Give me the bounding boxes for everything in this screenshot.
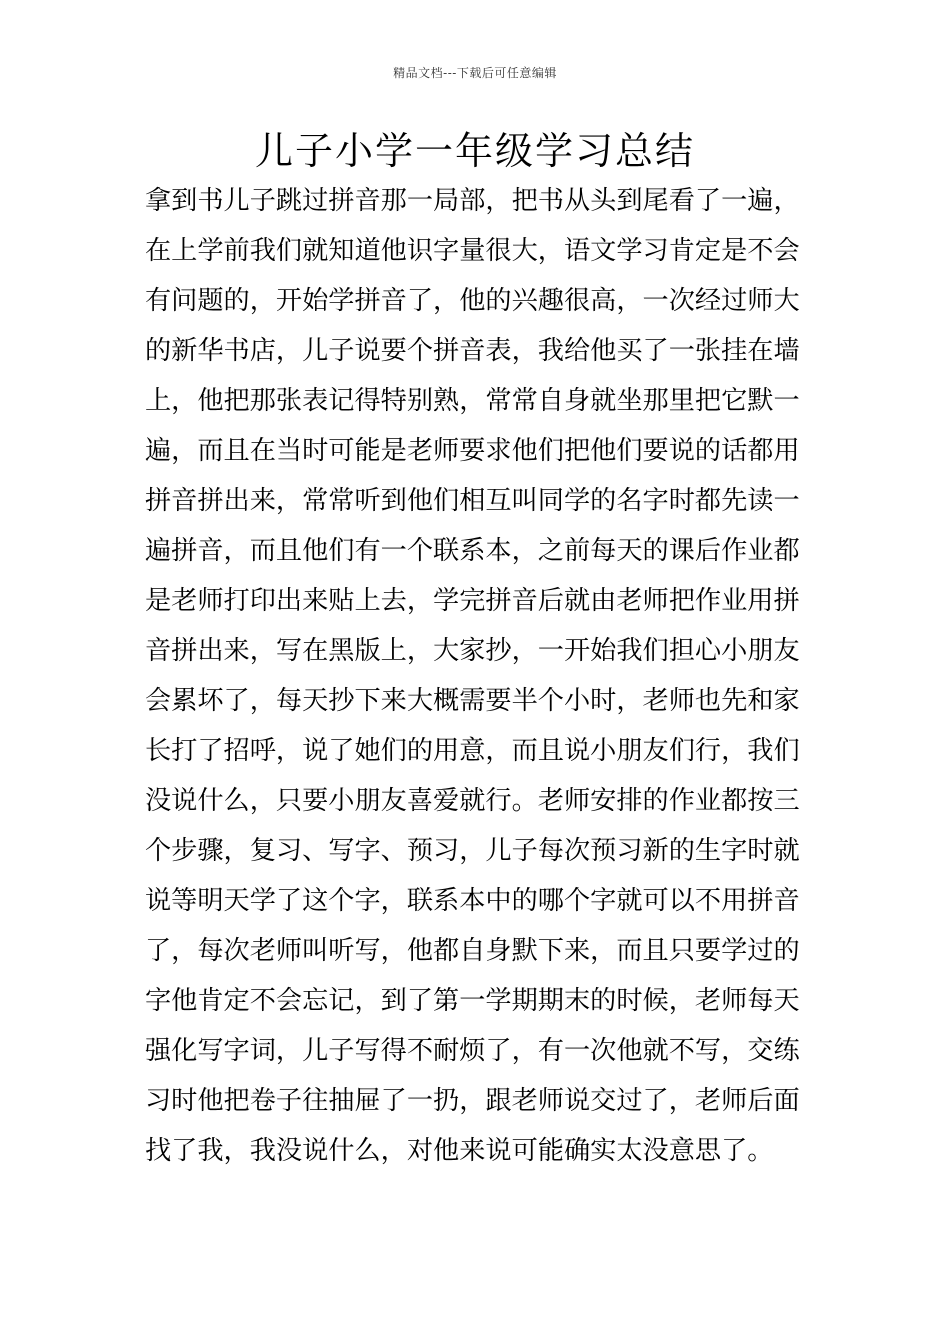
body-line: 遍拼音，而且他们有一个联系本，之前每天的课后作业都 [145,536,800,566]
body-line: 拿到书儿子跳过拼音那一局部，把书从头到尾看了一遍， [145,186,800,216]
body-line: 音拼出来，写在黑版上，大家抄，一开始我们担心小朋友 [145,636,800,666]
body-line: 个步骤，复习、写字、预习，儿子每次预习新的生字时就 [145,836,800,866]
body-line: 了，每次老师叫听写，他都自身默下来，而且只要学过的 [145,936,800,966]
body-line: 在上学前我们就知道他识字量很大，语文学习肯定是不会 [145,236,800,266]
body-line: 有问题的，开始学拼音了，他的兴趣很高，一次经过师大 [145,286,800,316]
document-title: 儿子小学一年级学习总结 [254,129,695,173]
body-line: 说等明天学了这个字，联系本中的哪个字就可以不用拼音 [145,886,800,916]
body-line: 拼音拼出来，常常听到他们相互叫同学的名字时都先读一 [145,486,800,516]
body-line: 没说什么，只要小朋友喜爱就行。老师安排的作业都按三 [145,786,800,816]
header-note: 精品文档---下载后可任意编辑 [393,66,557,80]
body-line: 遍，而且在当时可能是老师要求他们把他们要说的话都用 [145,436,800,466]
body-line: 找了我，我没说什么，对他来说可能确实太没意思了。 [145,1136,774,1166]
body-line: 习时他把卷子往抽屉了一扔，跟老师说交过了，老师后面 [145,1086,800,1116]
body-line: 强化写字词，儿子写得不耐烦了，有一次他就不写，交练 [145,1036,800,1066]
body-line: 长打了招呼，说了她们的用意，而且说小朋友们行，我们 [145,736,800,766]
body-line: 是老师打印出来贴上去，学完拼音后就由老师把作业用拼 [145,586,800,616]
body-line: 上，他把那张表记得特别熟，常常自身就坐那里把它默一 [145,386,800,416]
body-line: 会累坏了，每天抄下来大概需要半个小时，老师也先和家 [145,686,800,716]
body-line: 字他肯定不会忘记，到了第一学期期末的时候，老师每天 [145,986,800,1016]
body-line: 的新华书店，儿子说要个拼音表，我给他买了一张挂在墙 [145,336,800,366]
